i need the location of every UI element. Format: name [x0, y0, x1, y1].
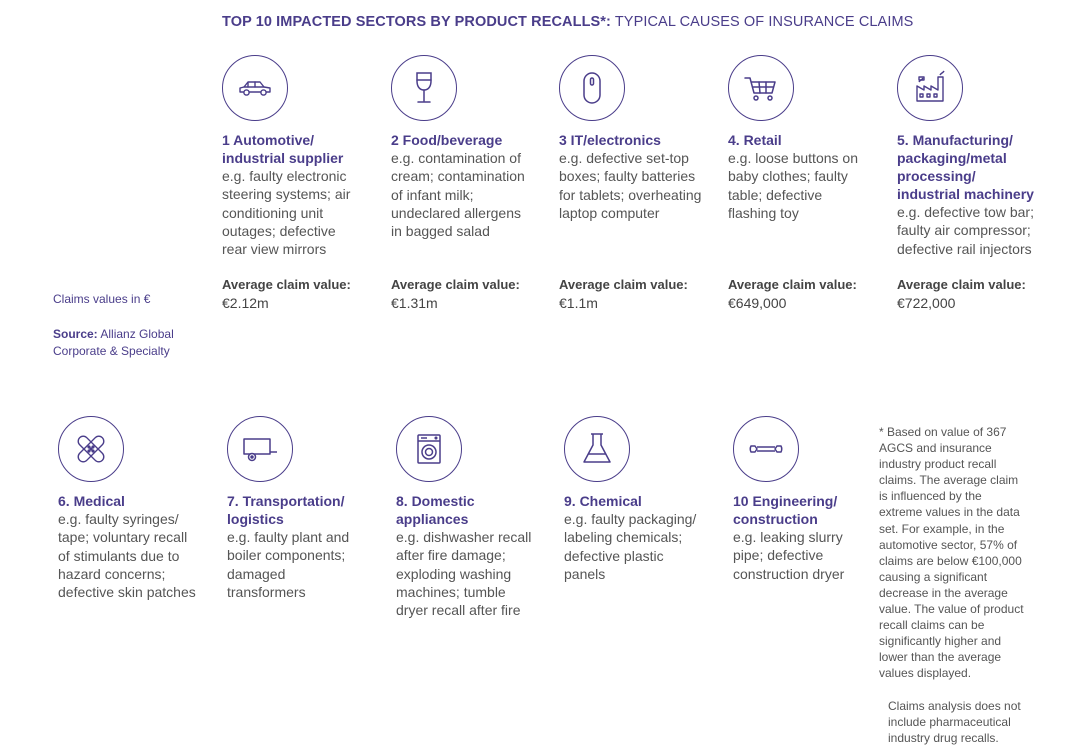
shopping-cart-icon — [728, 55, 794, 121]
sector-name: 4. Retail — [728, 132, 782, 148]
average-claim-label: Average claim value: — [897, 277, 1026, 292]
source-note — [53, 326, 174, 360]
mouse-icon — [559, 55, 625, 121]
sector-name: 10 Engineering/ construction — [733, 493, 838, 527]
flask-icon — [564, 416, 630, 482]
average-claim-label: Average claim value: — [391, 277, 520, 292]
sector-description: e.g. faulty plant and boiler components; damaged transformers — [227, 529, 350, 600]
sector-retail — [728, 55, 888, 325]
sector-chemical — [564, 416, 724, 583]
sector-description: e.g. leaking slurry pipe; defective construction dryer — [733, 529, 845, 582]
footnote-text: * Based on value of 367 AGCS and insurance industry product recall claims. The average claim is influenced by the extreme values in the data set. For example, in the automotive sector, 57% of claims are below €100,000 causing a significant decrease in the average value. The value of product recall claims can be significantly higher and lower than the average values displayed. — [879, 425, 1024, 681]
average-claim-label: Average claim value: — [559, 277, 688, 292]
sector-description: e.g. dishwasher recall after fire damage; exploding washing machines; tumble dryer recall after fire — [396, 529, 532, 619]
sector-transportation — [227, 416, 387, 601]
trailer-icon — [227, 416, 293, 482]
average-claim-value: €2.12m — [222, 295, 269, 311]
sector-domestic-appliances — [396, 416, 556, 619]
sector-name: 1 Automotive/ industrial supplier — [222, 132, 344, 166]
sector-description: e.g. faulty syringes/ tape; voluntary recall of stimulants due to hazard concerns; defective skin patches — [58, 511, 196, 601]
sector-name: 6. Medical — [58, 493, 125, 509]
sector-name: 7. Transportation/ logistics — [227, 493, 345, 527]
sector-description: e.g. defective tow bar; faulty air compressor; defective rail injectors — [897, 204, 1034, 257]
sector-manufacturing — [897, 55, 1057, 325]
sector-name: 5. Manufacturing/ packaging/metal processing/ industrial machinery — [897, 132, 1034, 202]
average-claim-label: Average claim value: — [728, 277, 857, 292]
average-claim-label: Average claim value: — [222, 277, 351, 292]
sector-description: e.g. faulty packaging/ labeling chemicals; defective plastic panels — [564, 511, 697, 582]
bandage-icon — [58, 416, 124, 482]
washing-machine-icon — [396, 416, 462, 482]
footnote — [879, 424, 1059, 746]
sector-medical — [58, 416, 218, 601]
wrench-icon — [733, 416, 799, 482]
claims-unit-note: Claims values in € — [53, 292, 151, 306]
car-icon — [222, 55, 288, 121]
sector-name: 2 Food/beverage — [391, 132, 503, 148]
sector-description: e.g. loose buttons on baby clothes; faulty table; defective flashing toy — [728, 150, 858, 221]
sector-food-beverage — [391, 55, 551, 325]
sector-it-electronics — [559, 55, 719, 325]
wine-glass-icon — [391, 55, 457, 121]
average-claim-value: €649,000 — [728, 295, 787, 311]
source-label: Source: — [53, 327, 98, 341]
sector-automotive — [222, 55, 382, 325]
average-claim-value: €1.1m — [559, 295, 598, 311]
title-regular: TYPICAL CAUSES OF INSURANCE CLAIMS — [610, 14, 914, 30]
factory-icon — [897, 55, 963, 121]
average-claim-value: €722,000 — [897, 295, 956, 311]
average-claim-value: €1.31m — [391, 295, 438, 311]
sector-name: 9. Chemical — [564, 493, 642, 509]
title-bold: TOP 10 IMPACTED SECTORS BY PRODUCT RECALLS*: — [222, 14, 611, 30]
sector-engineering — [733, 416, 893, 583]
sector-description: e.g. contamination of cream; contamination of infant milk; undeclared allergens in bagged salad — [391, 150, 525, 240]
sector-name: 3 IT/electronics — [559, 132, 661, 148]
page-title — [222, 14, 913, 30]
sector-name: 8. Domestic appliances — [396, 493, 475, 527]
sector-description: e.g. defective set-top boxes; faulty batteries for tablets; overheating laptop computer — [559, 150, 702, 221]
source-text: Allianz Global Corporate & Specialty — [53, 327, 174, 358]
footnote-exclusion: Claims analysis does not include pharmaceutical industry drug recalls. — [888, 698, 1021, 745]
sector-description: e.g. faulty electronic steering systems; air conditioning unit outages; defective rear view mirrors — [222, 168, 351, 258]
